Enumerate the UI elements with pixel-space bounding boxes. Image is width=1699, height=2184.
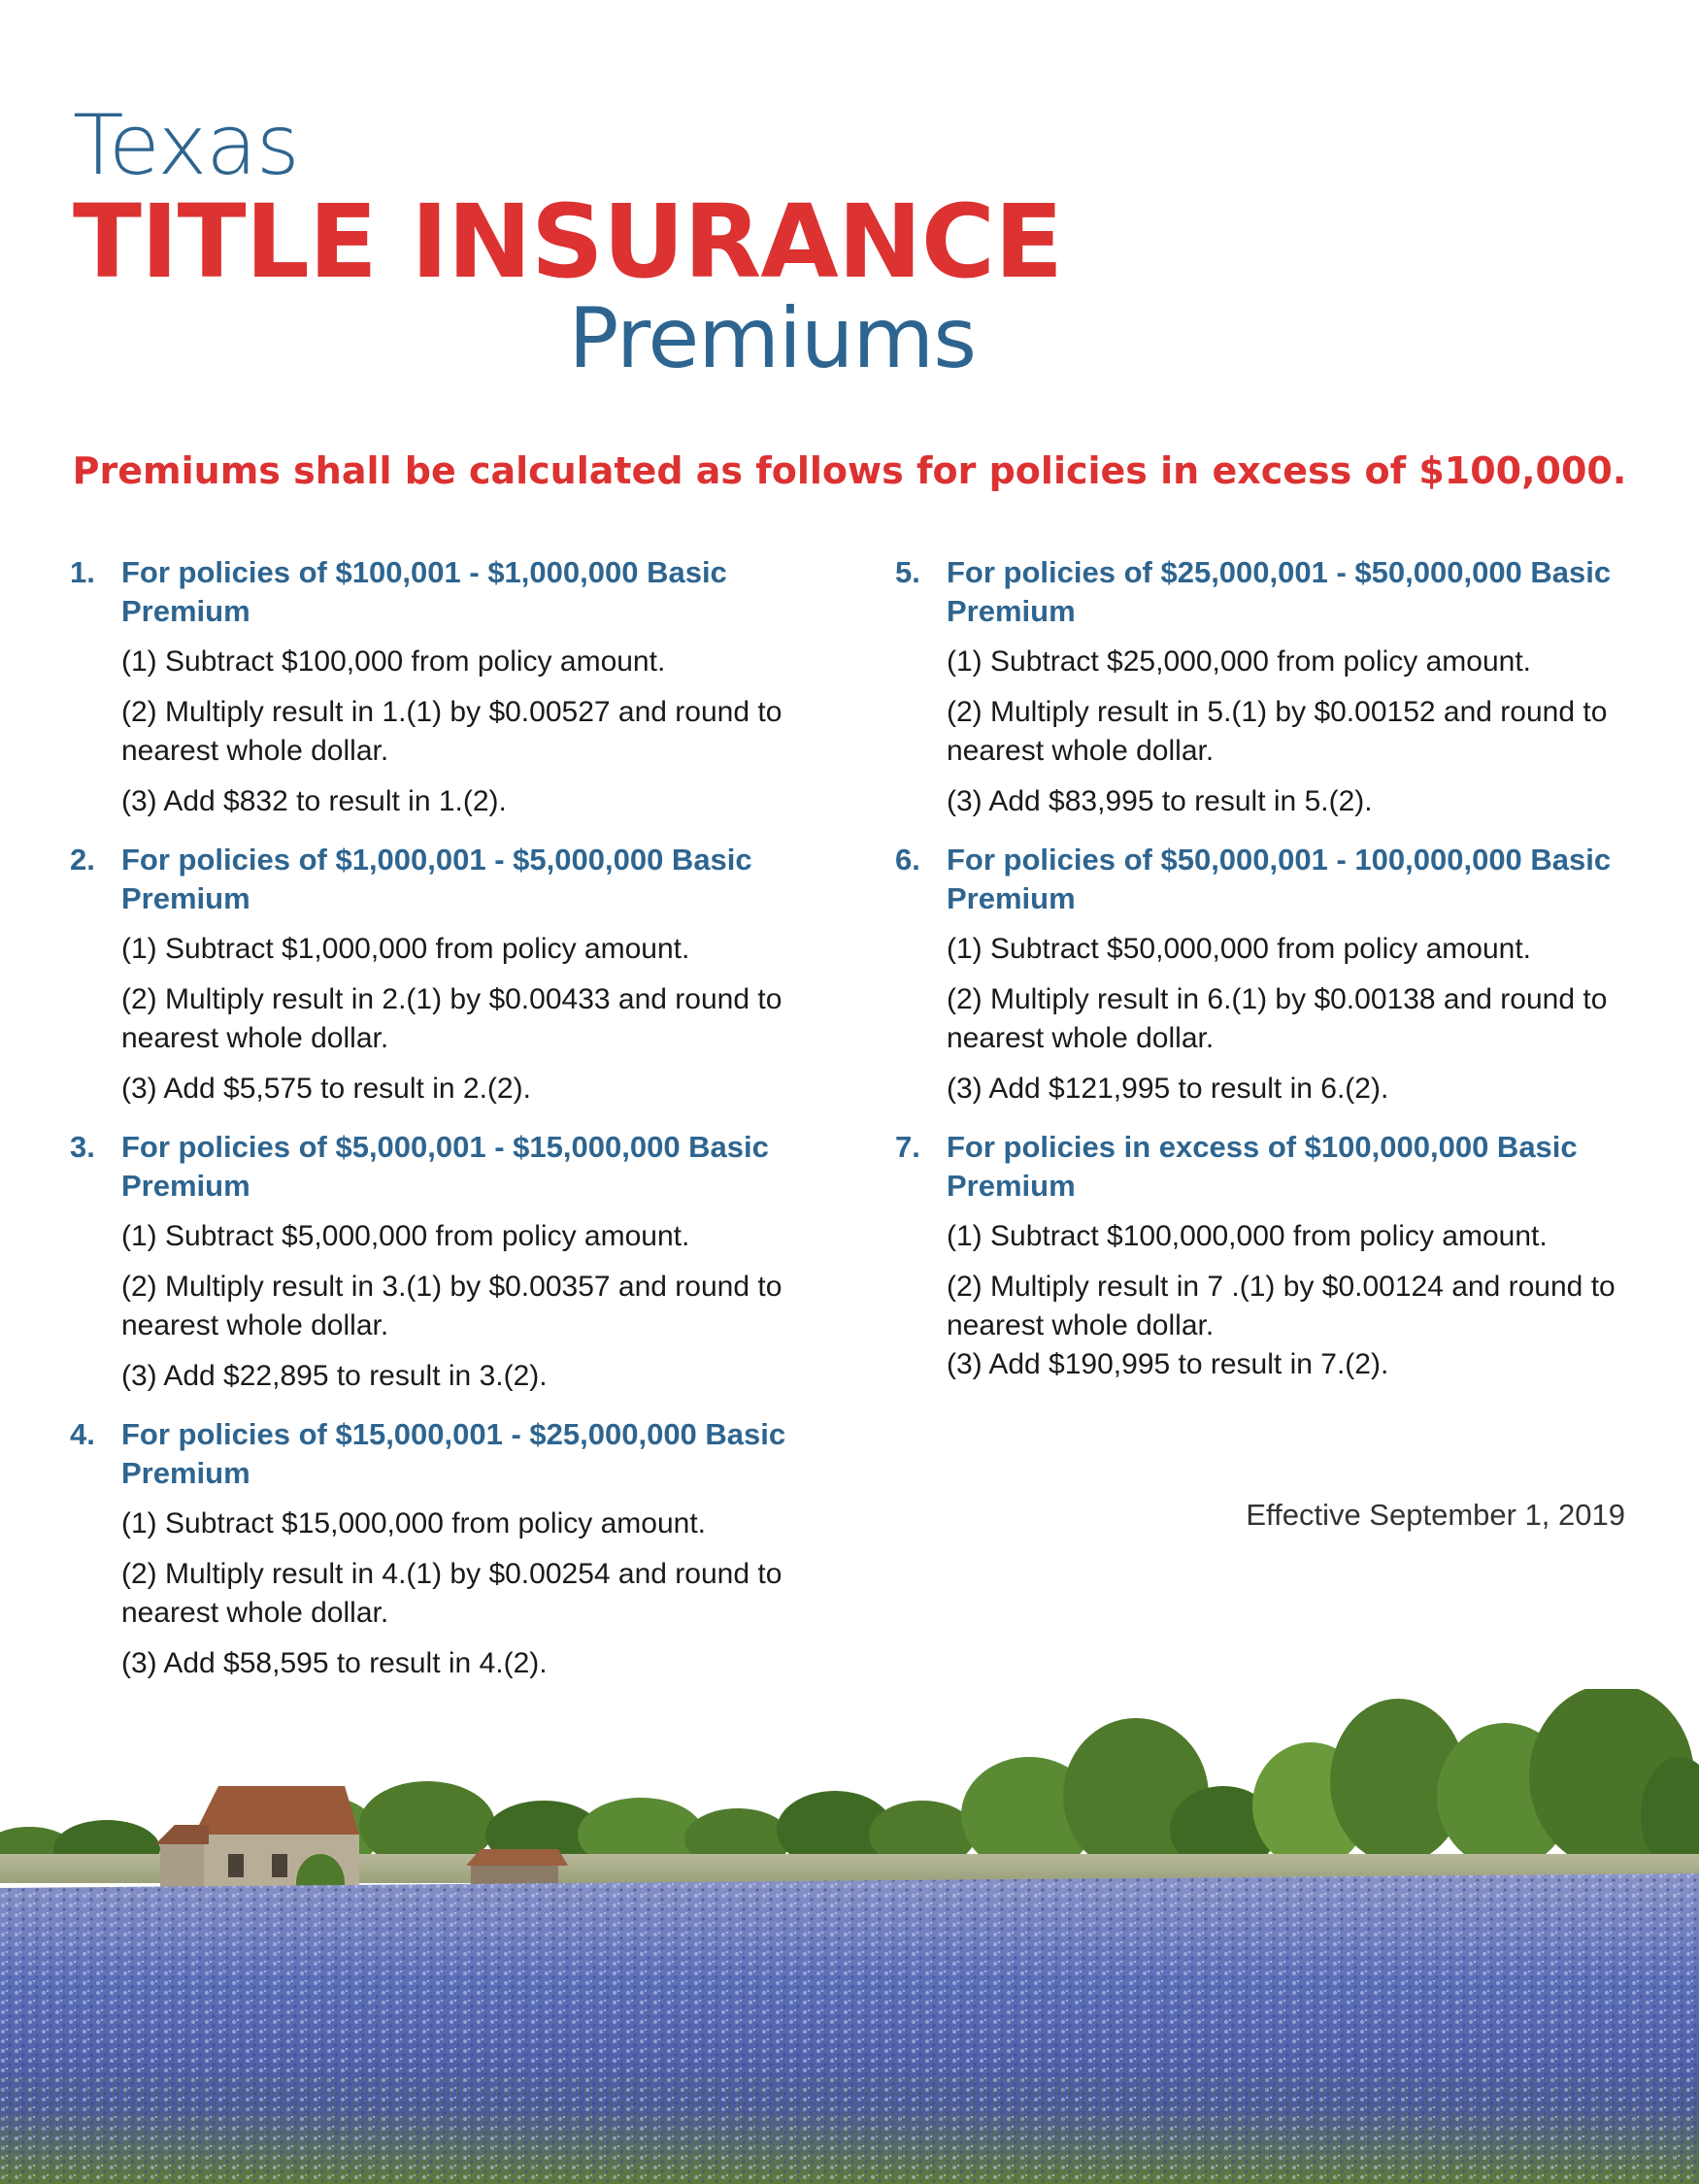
section-number: 2. <box>70 843 95 877</box>
section-number: 5. <box>895 555 920 589</box>
title-main: TITLE INSURANCE <box>73 182 1063 301</box>
step-2: (2) Multiply result in 2.(1) by $0.00433 and round to nearest whole dollar. <box>121 983 783 1054</box>
step-3: (3) Add $832 to result in 1.(2). <box>121 785 507 817</box>
step-2: (2) Multiply result in 4.(1) by $0.00254 and round to nearest whole dollar. <box>121 1558 783 1629</box>
right-column <box>895 553 1662 1404</box>
title-premiums: Premiums <box>568 290 976 387</box>
step-3: (3) Add $121,995 to result in 6.(2). <box>947 1073 1389 1105</box>
left-column <box>70 553 847 1703</box>
step-2: (2) Multiply result in 7 .(1) by $0.00124 and round to nearest whole dollar. <box>947 1271 1616 1341</box>
section-1 <box>70 553 847 821</box>
section-6 <box>895 841 1662 1109</box>
step-1: (1) Subtract $25,000,000 from policy amount. <box>947 645 1531 678</box>
section-number: 7. <box>895 1130 920 1164</box>
title-texas: Texas <box>73 97 299 194</box>
step-1: (1) Subtract $1,000,000 from policy amount. <box>121 933 690 965</box>
bluebonnet-field-photo <box>0 1689 1699 2184</box>
step-1: (1) Subtract $15,000,000 from policy amount. <box>121 1507 706 1539</box>
section-title: For policies in excess of $100,000,000 Basic Premium <box>947 1130 1578 1203</box>
step-1: (1) Subtract $50,000,000 from policy amount. <box>947 933 1531 965</box>
step-3: (3) Add $83,995 to result in 5.(2). <box>947 785 1373 817</box>
section-title: For policies of $15,000,001 - $25,000,000 Basic Premium <box>121 1417 786 1490</box>
step-1: (1) Subtract $100,000 from policy amount. <box>121 645 666 678</box>
step-3: (3) Add $22,895 to result in 3.(2). <box>121 1360 548 1392</box>
section-5 <box>895 553 1662 821</box>
subtitle: Premiums shall be calculated as follows for policies in excess of $100,000. <box>72 449 1627 492</box>
section-number: 3. <box>70 1130 95 1164</box>
section-number: 4. <box>70 1417 95 1451</box>
section-number: 6. <box>895 843 920 877</box>
step-3: (3) Add $5,575 to result in 2.(2). <box>121 1073 531 1105</box>
step-1: (1) Subtract $100,000,000 from policy amount. <box>947 1220 1548 1252</box>
step-1: (1) Subtract $5,000,000 from policy amount. <box>121 1220 690 1252</box>
step-3: (3) Add $190,995 to result in 7.(2). <box>947 1348 1389 1380</box>
section-3 <box>70 1128 847 1396</box>
effective-date: Effective September 1, 2019 <box>1246 1498 1625 1532</box>
section-title: For policies of $1,000,001 - $5,000,000 Basic Premium <box>121 843 752 915</box>
section-2 <box>70 841 847 1109</box>
section-title: For policies of $50,000,001 - 100,000,000 Basic Premium <box>947 843 1612 915</box>
section-7 <box>895 1128 1662 1384</box>
step-3: (3) Add $58,595 to result in 4.(2). <box>121 1647 548 1679</box>
step-2: (2) Multiply result in 6.(1) by $0.00138 and round to nearest whole dollar. <box>947 983 1608 1054</box>
document-title <box>73 97 1063 387</box>
step-2: (2) Multiply result in 3.(1) by $0.00357 and round to nearest whole dollar. <box>121 1271 783 1341</box>
section-title: For policies of $25,000,001 - $50,000,000 Basic Premium <box>947 555 1612 628</box>
section-number: 1. <box>70 555 95 589</box>
section-4 <box>70 1415 847 1683</box>
section-title: For policies of $100,001 - $1,000,000 Basic Premium <box>121 555 727 628</box>
section-title: For policies of $5,000,001 - $15,000,000 Basic Premium <box>121 1130 769 1203</box>
step-2: (2) Multiply result in 1.(1) by $0.00527 and round to nearest whole dollar. <box>121 696 783 767</box>
step-2: (2) Multiply result in 5.(1) by $0.00152 and round to nearest whole dollar. <box>947 696 1608 767</box>
